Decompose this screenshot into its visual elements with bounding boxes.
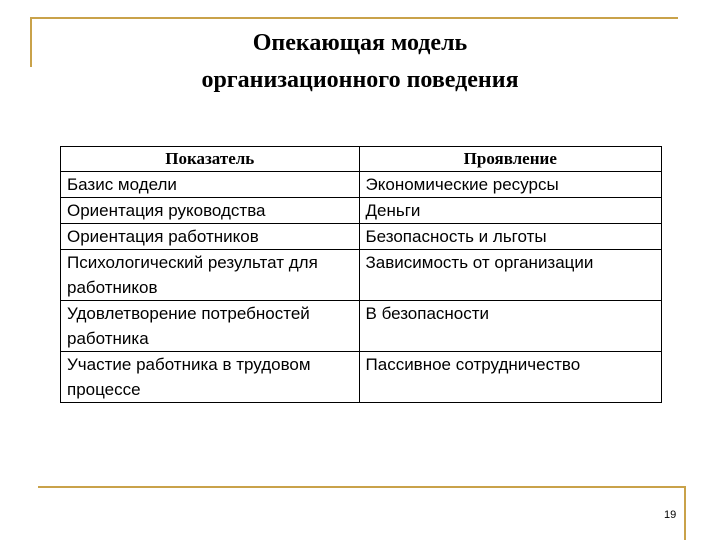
- table-row: [61, 224, 662, 250]
- slide-title-line-2: организационного поведения: [201, 67, 519, 93]
- comparison-table: [60, 146, 662, 403]
- table-cell-manifestation: Зависимость от организации: [359, 250, 661, 301]
- page-number: 19: [664, 509, 677, 521]
- table-cell-indicator: Ориентация работников: [61, 224, 360, 250]
- frame-line-right: [684, 486, 686, 540]
- table-row: [61, 250, 662, 301]
- frame-line-top: [30, 17, 678, 19]
- table-cell-manifestation: Безопасность и льготы: [359, 224, 661, 250]
- table-cell-manifestation: Экономические ресурсы: [359, 172, 661, 198]
- table-cell-manifestation: В безопасности: [359, 301, 661, 352]
- table-cell-manifestation: Деньги: [359, 198, 661, 224]
- header-manifestation: Проявление: [359, 147, 661, 172]
- table-cell-indicator: Базис модели: [61, 172, 360, 198]
- table-cell-indicator: Участие работника в трудовом процессе: [61, 352, 360, 403]
- table-cell-manifestation: Пассивное сотрудничество: [359, 352, 661, 403]
- frame-line-left: [30, 17, 32, 67]
- table-row: [61, 172, 662, 198]
- table-header-row: [61, 147, 662, 172]
- table-row: [61, 198, 662, 224]
- table-cell-indicator: Ориентация руководства: [61, 198, 360, 224]
- slide-title-line-1: Опекающая модель: [252, 30, 468, 56]
- table-row: [61, 301, 662, 352]
- frame-line-bottom: [38, 486, 686, 488]
- table-cell-indicator: Удовлетворение потребностей работника: [61, 301, 360, 352]
- table-cell-indicator: Психологический результат для работников: [61, 250, 360, 301]
- header-indicator: Показатель: [61, 147, 360, 172]
- table-row: [61, 352, 662, 403]
